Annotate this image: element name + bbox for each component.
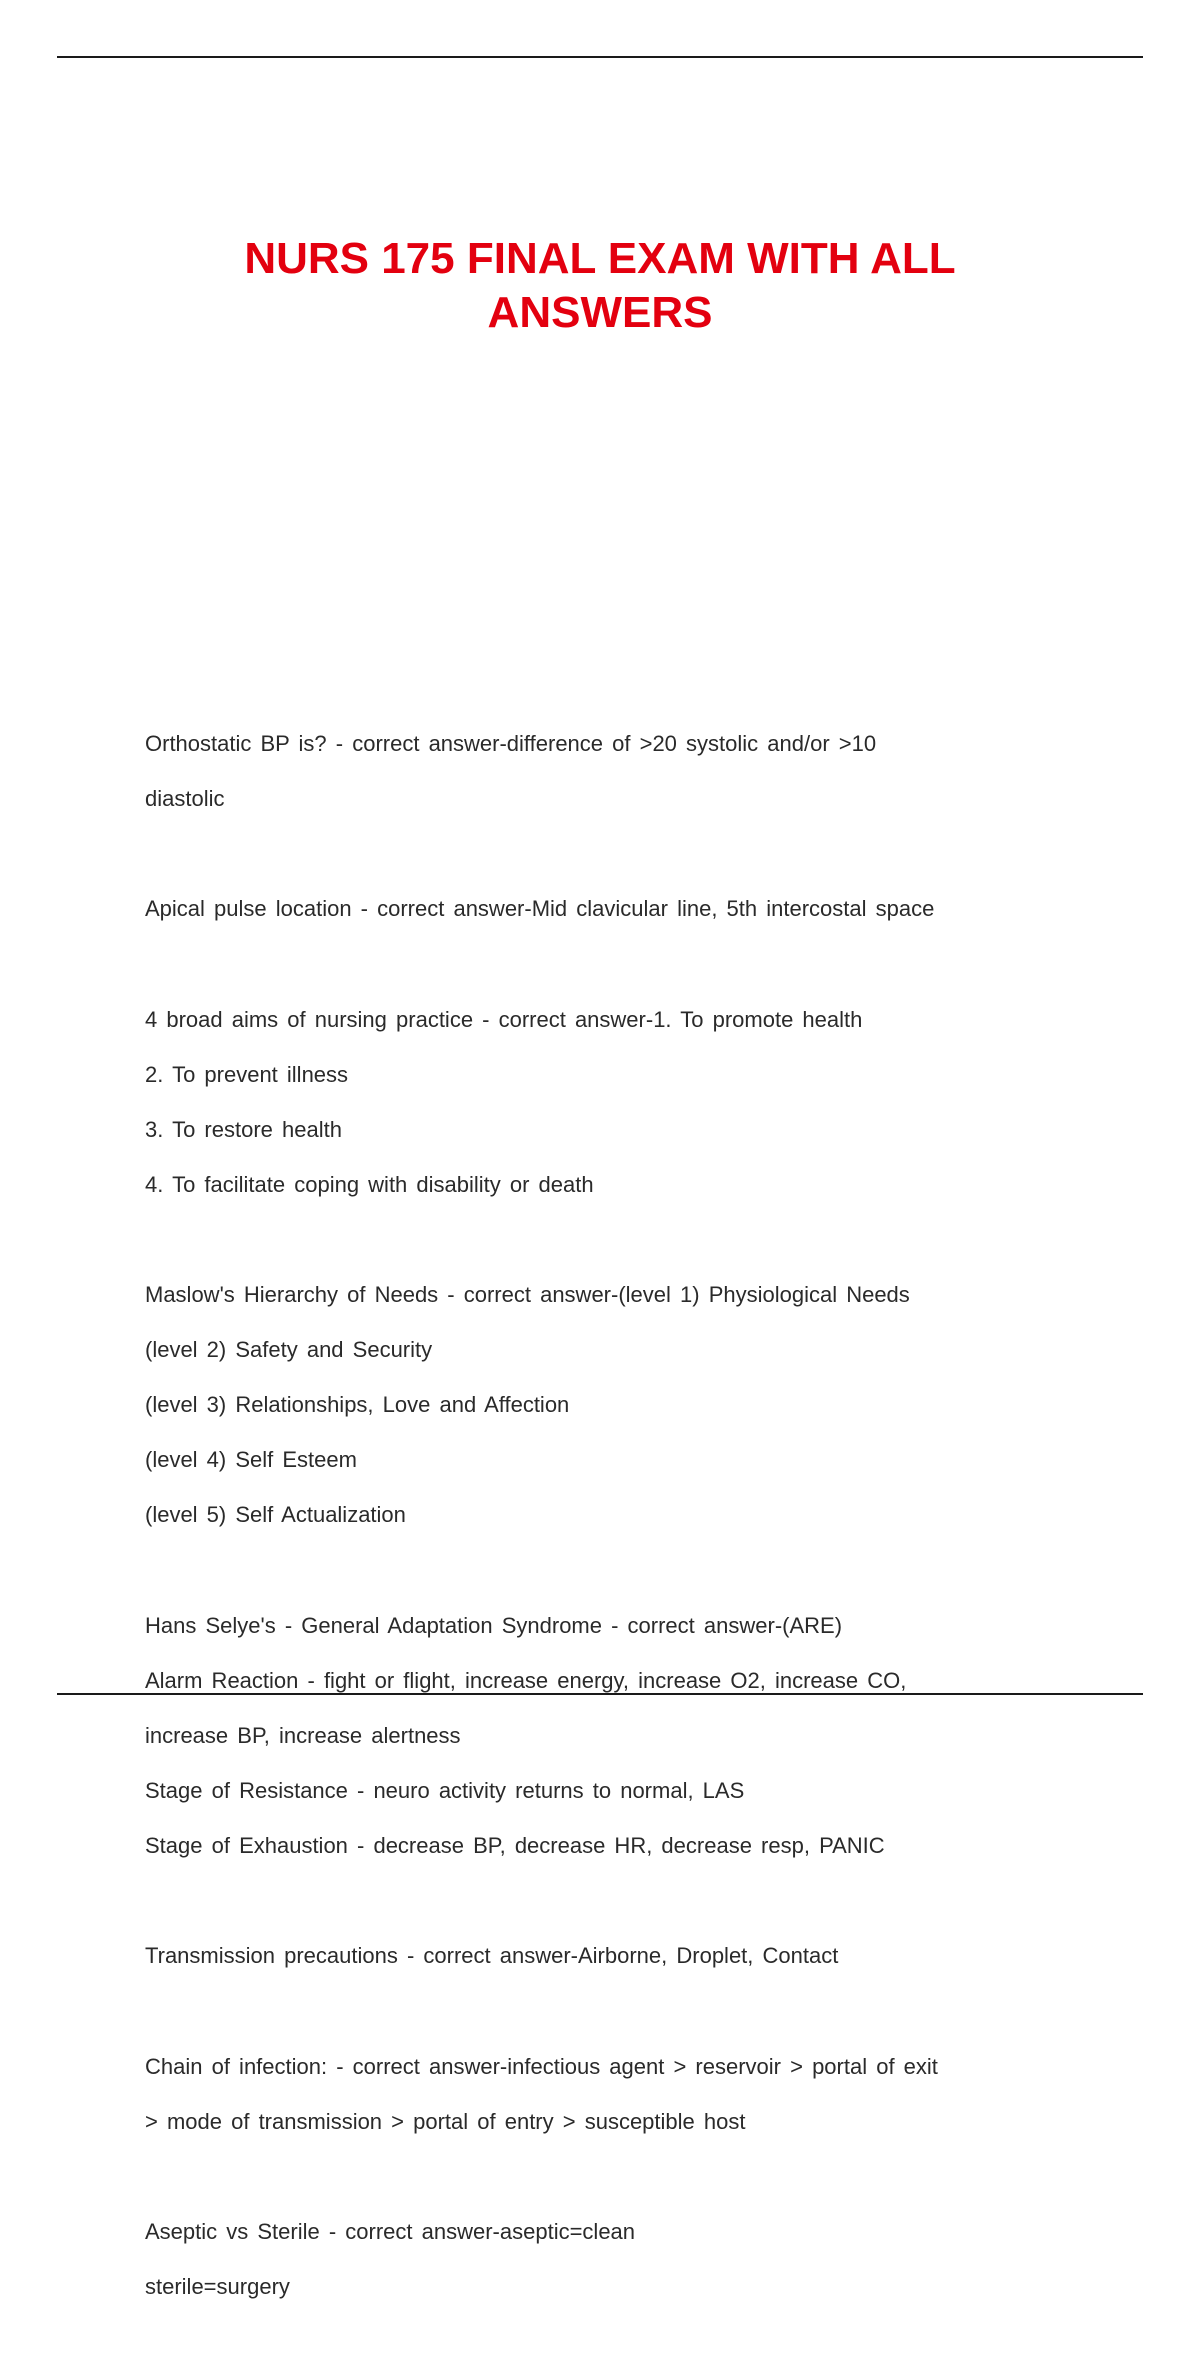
qa-item (145, 1584, 1045, 1887)
qa-item (145, 1915, 1045, 1998)
qa-line: Stage of Resistance - neuro activity returns to normal, LAS (145, 1777, 745, 1803)
qa-line: Maslow's Hierarchy of Needs - correct answer-(level 1) Physiological Needs (145, 1282, 910, 1307)
qa-line: 4. To facilitate coping with disability or death (145, 1171, 594, 1197)
qa-line: > mode of transmission > portal of entry > susceptible host (145, 2108, 746, 2134)
qa-item (145, 702, 1045, 840)
qa-line: Apical pulse location - correct answer-Mid clavicular line, 5th intercostal space (145, 896, 935, 921)
qa-line: (level 4) Self Esteem (145, 1447, 357, 1472)
bottom-divider (57, 1693, 1143, 1695)
qa-line: 3. To restore health (145, 1116, 342, 1142)
qa-item (145, 2191, 1045, 2329)
qa-line: Chain of infection: - correct answer-infectious agent > reservoir > portal of exit (145, 2053, 938, 2079)
qa-item (145, 978, 1045, 1226)
qa-line: (level 5) Self Actualization (145, 1502, 406, 1527)
qa-item (145, 1254, 1045, 1557)
qa-line: Alarm Reaction - fight or flight, increase energy, increase O2, increase CO, (145, 1667, 907, 1693)
qa-line: diastolic (145, 785, 225, 811)
qa-line: Aseptic vs Sterile - correct answer-aseptic=clean (145, 2219, 636, 2244)
top-divider (57, 56, 1143, 58)
qa-line: Stage of Exhaustion - decrease BP, decrease HR, decrease resp, PANIC (145, 1832, 885, 1858)
document-title: NURS 175 FINAL EXAM WITH ALL ANSWERS (244, 234, 956, 337)
qa-line: Transmission precautions - correct answer-Airborne, Droplet, Contact (145, 1943, 839, 1968)
qa-line: 4 broad aims of nursing practice - correct answer-1. To promote health (145, 1006, 863, 1032)
qa-item (145, 868, 1045, 951)
qa-list (145, 702, 1045, 2356)
qa-item (145, 2025, 1045, 2163)
qa-line: increase BP, increase alertness (145, 1722, 461, 1748)
qa-line: Hans Selye's - General Adaptation Syndrome - correct answer-(ARE) (145, 1612, 843, 1638)
qa-line: (level 2) Safety and Security (145, 1337, 433, 1362)
qa-line: sterile=surgery (145, 2274, 290, 2299)
qa-line: 2. To prevent illness (145, 1061, 349, 1087)
qa-line: Orthostatic BP is? - correct answer-difference of >20 systolic and/or >10 (145, 730, 877, 756)
qa-line: (level 3) Relationships, Love and Affection (145, 1392, 570, 1417)
